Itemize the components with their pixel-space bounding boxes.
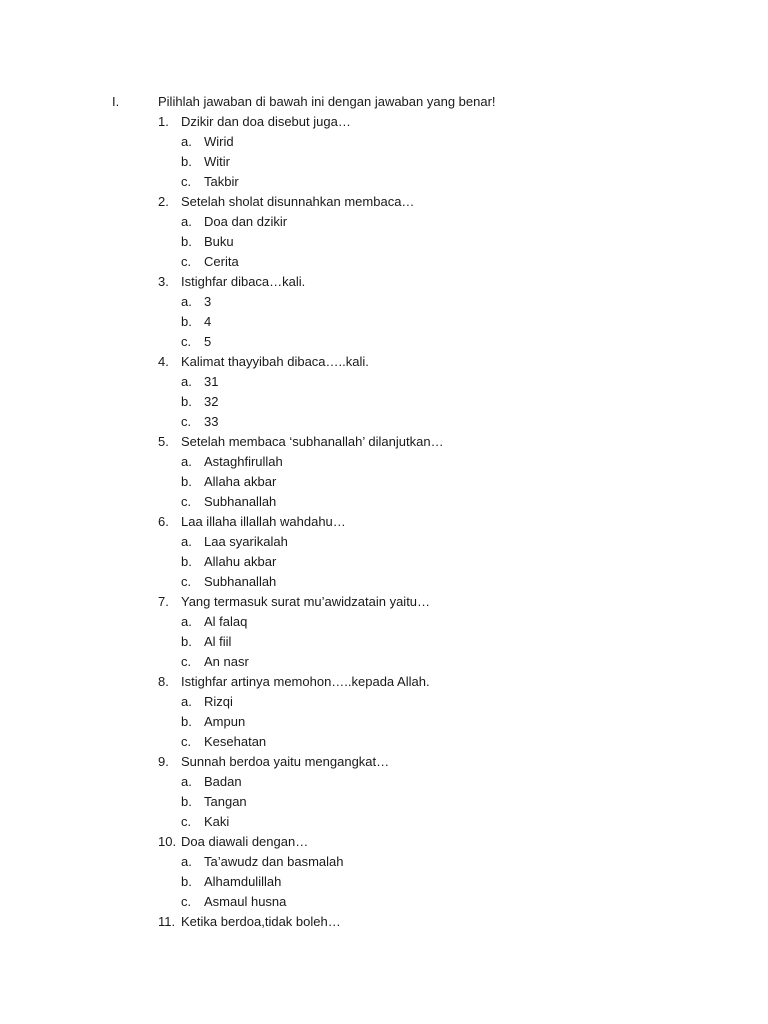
option-text: Takbir bbox=[204, 174, 239, 189]
option-item bbox=[112, 852, 672, 872]
question-line bbox=[112, 112, 672, 132]
option-text: Doa dan dzikir bbox=[204, 214, 288, 229]
option-text: Ta’awudz dan basmalah bbox=[204, 854, 344, 869]
option-item bbox=[112, 652, 672, 672]
question-text: Setelah sholat disunnahkan membaca… bbox=[181, 194, 415, 209]
question-number: 6. bbox=[158, 514, 169, 529]
option-text: Tangan bbox=[204, 794, 247, 809]
question-number: 2. bbox=[158, 194, 169, 209]
option-list bbox=[112, 852, 672, 912]
option-item bbox=[112, 252, 672, 272]
question-item bbox=[112, 512, 672, 592]
option-letter: b. bbox=[181, 394, 192, 409]
option-letter: a. bbox=[181, 374, 192, 389]
option-letter: b. bbox=[181, 874, 192, 889]
question-list bbox=[112, 112, 672, 932]
question-text: Dzikir dan doa disebut juga… bbox=[181, 114, 351, 129]
question-text: Ketika berdoa,tidak boleh… bbox=[181, 914, 341, 929]
option-letter: a. bbox=[181, 854, 192, 869]
option-text: Kaki bbox=[204, 814, 230, 829]
option-letter: c. bbox=[181, 574, 192, 589]
section-header bbox=[112, 92, 672, 112]
option-text: Ampun bbox=[204, 714, 246, 729]
option-item bbox=[112, 292, 672, 312]
option-text: Al falaq bbox=[204, 614, 248, 629]
question-line bbox=[112, 912, 672, 932]
option-letter: b. bbox=[181, 794, 192, 809]
option-letter: a. bbox=[181, 454, 192, 469]
option-letter: b. bbox=[181, 714, 192, 729]
option-item bbox=[112, 372, 672, 392]
question-line bbox=[112, 752, 672, 772]
question-text: Kalimat thayyibah dibaca…..kali. bbox=[181, 354, 369, 369]
option-text: 32 bbox=[204, 394, 219, 409]
option-item bbox=[112, 632, 672, 652]
option-item bbox=[112, 332, 672, 352]
option-item bbox=[112, 712, 672, 732]
option-text: An nasr bbox=[204, 654, 249, 669]
option-letter: c. bbox=[181, 254, 192, 269]
option-text: Witir bbox=[204, 154, 230, 169]
option-letter: c. bbox=[181, 334, 192, 349]
option-text: 33 bbox=[204, 414, 219, 429]
option-letter: a. bbox=[181, 614, 192, 629]
option-item bbox=[112, 472, 672, 492]
question-number: 9. bbox=[158, 754, 169, 769]
option-text: Astaghfirullah bbox=[204, 454, 283, 469]
option-text: Cerita bbox=[204, 254, 239, 269]
question-item bbox=[112, 832, 672, 912]
option-item bbox=[112, 452, 672, 472]
option-letter: c. bbox=[181, 494, 192, 509]
option-letter: a. bbox=[181, 534, 192, 549]
option-item bbox=[112, 312, 672, 332]
question-text: Istighfar artinya memohon…..kepada Allah. bbox=[181, 674, 430, 689]
option-letter: a. bbox=[181, 294, 192, 309]
option-text: 3 bbox=[204, 294, 212, 309]
option-item bbox=[112, 892, 672, 912]
option-letter: b. bbox=[181, 474, 192, 489]
question-item bbox=[112, 352, 672, 432]
option-item bbox=[112, 572, 672, 592]
question-text: Istighfar dibaca…kali. bbox=[181, 274, 306, 289]
option-list bbox=[112, 292, 672, 352]
option-text: 4 bbox=[204, 314, 212, 329]
option-item bbox=[112, 872, 672, 892]
option-letter: c. bbox=[181, 174, 192, 189]
option-letter: b. bbox=[181, 554, 192, 569]
option-item bbox=[112, 612, 672, 632]
question-number: 11. bbox=[158, 914, 176, 929]
option-list bbox=[112, 772, 672, 832]
question-line bbox=[112, 352, 672, 372]
option-list bbox=[112, 692, 672, 752]
option-text: Asmaul husna bbox=[204, 894, 287, 909]
question-line bbox=[112, 432, 672, 452]
option-item bbox=[112, 812, 672, 832]
question-item bbox=[112, 272, 672, 352]
option-list bbox=[112, 372, 672, 432]
question-text: Yang termasuk surat mu’awidzatain yaitu… bbox=[181, 594, 431, 609]
question-text: Laa illaha illallah wahdahu… bbox=[181, 514, 346, 529]
option-letter: a. bbox=[181, 694, 192, 709]
option-letter: c. bbox=[181, 814, 192, 829]
option-text: Wirid bbox=[204, 134, 234, 149]
option-letter: b. bbox=[181, 634, 192, 649]
option-list bbox=[112, 452, 672, 512]
option-item bbox=[112, 412, 672, 432]
option-item bbox=[112, 132, 672, 152]
option-list bbox=[112, 532, 672, 592]
option-letter: a. bbox=[181, 774, 192, 789]
question-number: 10. bbox=[158, 834, 177, 849]
question-line bbox=[112, 592, 672, 612]
question-item bbox=[112, 592, 672, 672]
question-line bbox=[112, 672, 672, 692]
option-list bbox=[112, 612, 672, 672]
option-letter: b. bbox=[181, 154, 192, 169]
question-number: 7. bbox=[158, 594, 169, 609]
question-number: 8. bbox=[158, 674, 169, 689]
question-number: 4. bbox=[158, 354, 169, 369]
question-item bbox=[112, 672, 672, 752]
section-number: I. bbox=[112, 94, 120, 109]
question-text: Sunnah berdoa yaitu mengangkat… bbox=[181, 754, 390, 769]
option-item bbox=[112, 552, 672, 572]
option-letter: c. bbox=[181, 894, 192, 909]
question-item bbox=[112, 912, 672, 932]
option-text: 5 bbox=[204, 334, 212, 349]
option-item bbox=[112, 792, 672, 812]
option-text: 31 bbox=[204, 374, 219, 389]
option-letter: c. bbox=[181, 414, 192, 429]
option-letter: a. bbox=[181, 214, 192, 229]
question-line bbox=[112, 192, 672, 212]
option-item bbox=[112, 392, 672, 412]
option-text: Al fiil bbox=[204, 634, 232, 649]
option-text: Subhanallah bbox=[204, 574, 277, 589]
question-text: Setelah membaca ‘subhanallah’ dilanjutkan… bbox=[181, 434, 444, 449]
option-item bbox=[112, 772, 672, 792]
question-number: 5. bbox=[158, 434, 169, 449]
option-text: Subhanallah bbox=[204, 494, 277, 509]
option-letter: a. bbox=[181, 134, 192, 149]
question-item bbox=[112, 752, 672, 832]
question-line bbox=[112, 832, 672, 852]
option-letter: b. bbox=[181, 234, 192, 249]
question-item bbox=[112, 192, 672, 272]
option-text: Allaha akbar bbox=[204, 474, 277, 489]
question-line bbox=[112, 512, 672, 532]
option-text: Rizqi bbox=[204, 694, 233, 709]
section-i bbox=[112, 92, 672, 932]
option-item bbox=[112, 492, 672, 512]
question-item bbox=[112, 112, 672, 192]
option-item bbox=[112, 232, 672, 252]
option-text: Badan bbox=[204, 774, 242, 789]
option-item bbox=[112, 172, 672, 192]
option-item bbox=[112, 212, 672, 232]
option-list bbox=[112, 212, 672, 272]
option-text: Kesehatan bbox=[204, 734, 267, 749]
option-text: Allahu akbar bbox=[204, 554, 277, 569]
option-list bbox=[112, 132, 672, 192]
option-item bbox=[112, 532, 672, 552]
option-item bbox=[112, 732, 672, 752]
option-letter: c. bbox=[181, 734, 192, 749]
question-item bbox=[112, 432, 672, 512]
option-letter: b. bbox=[181, 314, 192, 329]
option-text: Buku bbox=[204, 234, 234, 249]
option-text: Laa syarikalah bbox=[204, 534, 288, 549]
option-letter: c. bbox=[181, 654, 192, 669]
option-item bbox=[112, 692, 672, 712]
option-item bbox=[112, 152, 672, 172]
question-line bbox=[112, 272, 672, 292]
section-instruction: Pilihlah jawaban di bawah ini dengan jawaban yang benar! bbox=[158, 94, 496, 109]
question-number: 3. bbox=[158, 274, 169, 289]
option-text: Alhamdulillah bbox=[204, 874, 282, 889]
question-text: Doa diawali dengan… bbox=[181, 834, 309, 849]
question-number: 1. bbox=[158, 114, 169, 129]
